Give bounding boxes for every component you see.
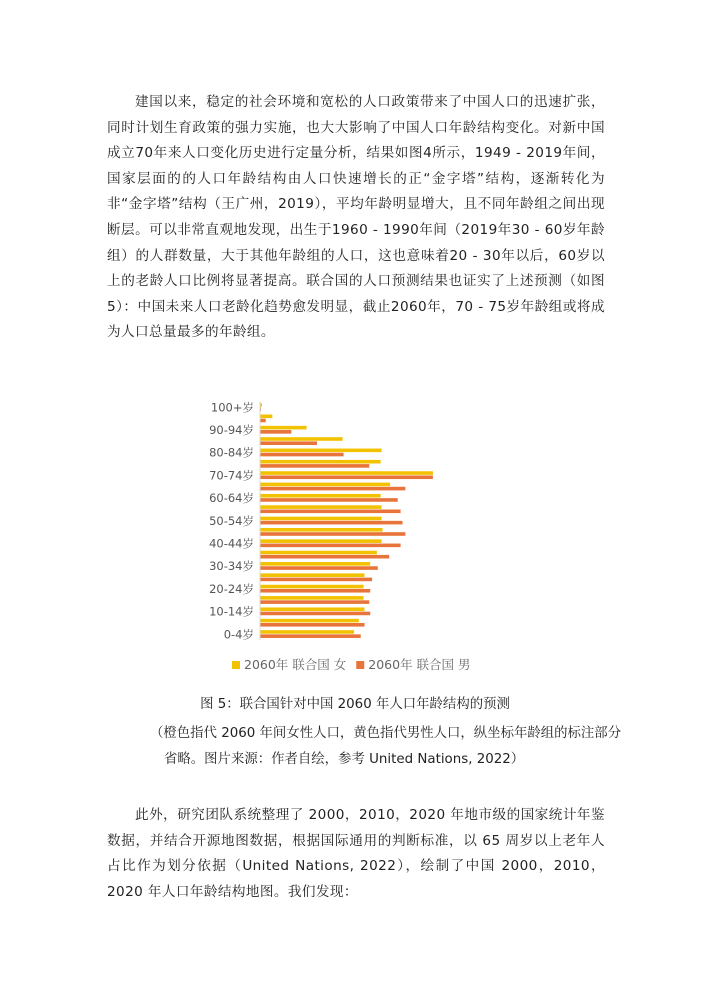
y-tick-label: 50-54岁 xyxy=(209,513,254,528)
bar-male-80-84岁 xyxy=(260,453,344,457)
figure-note: （橙色指代 2060 年间女性人口，黄色指代男性人口，纵坐标年龄组的标注部分省略。图片来源：作者自绘，参考 United Nations, 2022） xyxy=(150,726,622,767)
bar-female-70-74岁 xyxy=(260,471,433,475)
paragraph-method: 此外，研究团队系统整理了 2000，2010，2020 年地市级的国家统计年鉴数据，并结合开源地图数据，根据国际通用的判断标准，以 65 周岁以上老年人占比作为划分依据（United Nations, 2022），绘制了中国 2000，2010，2020 年人口年龄结构地图。我们发现： xyxy=(107,807,605,900)
bar-female-60-64岁 xyxy=(260,494,381,498)
bar-male-35-39岁 xyxy=(260,555,389,559)
bar-male-15-19岁 xyxy=(260,600,369,604)
bar-female-35-39岁 xyxy=(260,551,377,555)
y-tick-label: 10-14岁 xyxy=(209,604,254,619)
bar-male-90-94岁 xyxy=(260,430,291,434)
bar-male-60-64岁 xyxy=(260,498,398,502)
bar-male-30-34岁 xyxy=(260,566,378,570)
bar-female-45-49岁 xyxy=(260,528,383,532)
y-tick-label: 90-94岁 xyxy=(209,423,254,438)
bar-male-50-54岁 xyxy=(260,521,403,525)
bar-male-55-59岁 xyxy=(260,510,401,514)
bar-male-10-14岁 xyxy=(260,612,370,616)
legend-label-male: 2060年 联合国 男 xyxy=(368,657,471,672)
bar-female-75-79岁 xyxy=(260,460,381,464)
bar-female-25-29岁 xyxy=(260,573,365,577)
chart-legend xyxy=(232,657,471,672)
y-tick-label: 80-84岁 xyxy=(209,445,254,460)
y-tick-label: 0-4岁 xyxy=(223,627,254,642)
bar-female-95-99岁 xyxy=(260,415,272,419)
bar-female-0-4岁 xyxy=(260,630,354,634)
bar-female-55-59岁 xyxy=(260,505,382,509)
legend-swatch-male xyxy=(356,661,364,669)
bar-male-65-69岁 xyxy=(260,487,405,491)
y-tick-label: 20-24岁 xyxy=(209,581,254,596)
bar-male-5-9岁 xyxy=(260,623,365,627)
bar-male-45-49岁 xyxy=(260,532,405,536)
bar-female-50-54岁 xyxy=(260,517,382,521)
bar-male-70-74岁 xyxy=(260,475,433,479)
y-tick-label: 60-64岁 xyxy=(209,491,254,506)
legend-swatch-female xyxy=(232,661,240,669)
bar-male-0-4岁 xyxy=(260,634,361,638)
bar-female-30-34岁 xyxy=(260,562,370,566)
paragraph-intro: 建国以来，稳定的社会环境和宽松的人口政策带来了中国人口的迅速扩张，同时计划生育政策的强力实施，也大大影响了中国人口年龄结构变化。对新中国成立70年来人口变化历史进行定量分析，结果如图4所示，1949 - 2019年间，国家层面的的人口年龄结构由人口快速增长的正“金字塔”结构，逐渐转化为非“金字塔”结构（王广州，2019），平均年龄明显增大，且不同年龄组之间出现断层。可以非常直观地发现，出生于1960 - 1990年间（2019年30 - 60岁年龄组）的人群数量，大于其他年龄组的人口，这也意味着20 - 30年以后，60岁以上的老龄人口比例将显著提高。联合国的人口预测结果也证实了上述预测（如图5）：中国未来人口老龄化趋势愈发明显，截止2060年，70 - 75岁年龄组或将成为人口总量最多的年龄组。 xyxy=(107,94,605,341)
bar-female-15-19岁 xyxy=(260,596,364,600)
y-tick-label: 40-44岁 xyxy=(209,536,254,551)
bar-female-65-69岁 xyxy=(260,483,390,487)
y-tick-label: 30-34岁 xyxy=(209,559,254,574)
bar-male-85-89岁 xyxy=(260,441,317,445)
y-tick-label: 70-74岁 xyxy=(209,468,254,483)
bar-female-20-24岁 xyxy=(260,585,364,589)
y-tick-label: 100+岁 xyxy=(210,400,254,415)
figure-caption: 图 5：联合国针对中国 2060 年人口年龄结构的预测 xyxy=(200,697,510,712)
bar-female-90-94岁 xyxy=(260,426,307,430)
legend-label-female: 2060年 联合国 女 xyxy=(244,657,347,672)
bar-male-40-44岁 xyxy=(260,544,401,548)
bar-female-40-44岁 xyxy=(260,539,382,543)
bar-female-5-9岁 xyxy=(260,619,359,623)
bar-male-25-29岁 xyxy=(260,578,372,582)
bar-male-75-79岁 xyxy=(260,464,369,468)
bar-female-85-89岁 xyxy=(260,437,343,441)
bar-female-10-14岁 xyxy=(260,607,365,611)
bar-female-80-84岁 xyxy=(260,449,382,453)
bar-male-20-24岁 xyxy=(260,589,370,593)
bar-male-95-99岁 xyxy=(260,419,266,423)
